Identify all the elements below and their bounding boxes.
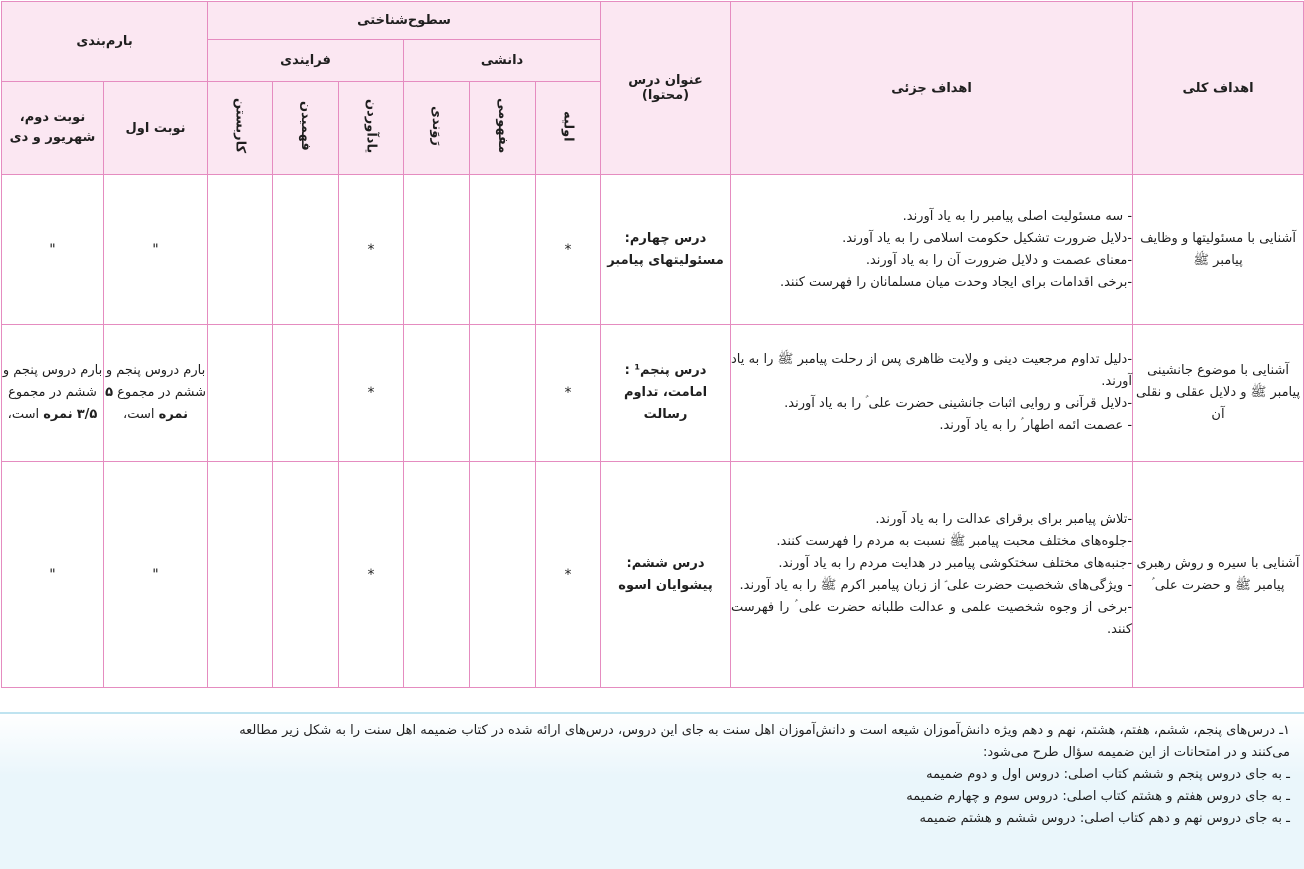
score-first-term: " — [104, 175, 208, 325]
mark-apply — [208, 175, 273, 325]
footnote-panel — [0, 712, 1304, 869]
header-apply — [208, 82, 273, 175]
score-unit: نمره — [158, 407, 188, 422]
footnote-line: می‌کنند و در امتحانات از این ضمیمه سؤال طرح می‌شود: — [983, 745, 1290, 760]
general-goal-cell: آشنایی با موضوع جانشینی پیامبر ﷺ و دلایل عقلی و نقلی آن — [1133, 325, 1304, 462]
score-text-end: است، — [123, 407, 155, 422]
lesson-title-cell: درس پنجم¹ : امامت، تداوم رسالت — [601, 325, 731, 462]
score-first-term: " — [104, 462, 208, 688]
header-procedural — [404, 82, 470, 175]
lesson-title-cell: درس ششم: پیشوایان اسوه — [601, 462, 731, 688]
score-number: ۳/۵ — [76, 407, 98, 422]
header-lesson-title-line1: عنوان درس — [628, 73, 703, 88]
mark-apply — [208, 462, 273, 688]
mark-recall: * — [339, 175, 404, 325]
score-text: بارم دروس پنجم و ششم در مجموع — [2, 363, 103, 400]
header-cognitive-levels: سطوح‌شناختی — [208, 2, 601, 40]
score-second-term: " — [2, 462, 104, 688]
header-partial-goals: اهداف جزئی — [731, 2, 1133, 175]
header-apply-label: کاربستن — [232, 98, 248, 154]
mark-primary: * — [536, 462, 601, 688]
header-procedural-label: رَوَندی — [429, 106, 445, 146]
header-understand-label: فهمیدن — [298, 101, 314, 151]
partial-goals-cell — [731, 462, 1133, 688]
general-goal-cell: آشنایی با سیره و روش رهبری پیامبر ﷺ و حضرت علی ؑ — [1133, 462, 1304, 688]
header-recall — [339, 82, 404, 175]
mark-primary: * — [536, 325, 601, 462]
table-row — [2, 175, 1304, 325]
header-primary-label: اولیه — [560, 110, 576, 142]
score-first-term — [104, 325, 208, 462]
partial-goal-item: -تلاش پیامبر برای برقرای عدالت را به یاد آورند. — [875, 511, 1133, 527]
mark-procedural — [404, 175, 470, 325]
partial-goal-item: - سه مسئولیت اصلی پیامبر را به یاد آورند. — [902, 208, 1133, 224]
mark-understand — [273, 325, 339, 462]
partial-goals-cell — [731, 325, 1133, 462]
footnote-line: ـ به جای دروس پنجم و ششم کتاب اصلی: دروس اول و دوم ضمیمه — [926, 767, 1290, 782]
mark-apply — [208, 325, 273, 462]
mark-understand — [273, 462, 339, 688]
partial-goal-item: - عصمت ائمه اطهار ؑ را به یاد آورند. — [939, 418, 1133, 433]
footnote-line: ـ به جای دروس نهم و دهم کتاب اصلی: دروس ششم و هشتم ضمیمه — [919, 811, 1290, 826]
footnote-line: ۱ـ درس‌های پنجم، ششم، هفتم، هشتم، نهم و دهم ویژه دانش‌آموزان شیعه است و دانش‌آموزان اهل سنت به جای این دروس، درس‌های ارائه شده در کتاب ضمیمه اهل سنت را به شکل زیر مطالعه — [239, 723, 1290, 738]
mark-conceptual — [470, 462, 536, 688]
mark-recall: * — [339, 462, 404, 688]
partial-goal-item: -برخی اقدامات برای ایجاد وحدت میان مسلمانان را فهرست کنند. — [779, 274, 1133, 290]
mark-understand — [273, 175, 339, 325]
mark-conceptual — [470, 325, 536, 462]
score-text-end: است، — [7, 407, 40, 422]
partial-goal-item: -دلایل ضرورت تشکیل حکومت اسلامی را به یاد آورند. — [842, 230, 1133, 246]
partial-goals-cell — [731, 175, 1133, 325]
partial-goal-item: -دلیل تداوم مرجعیت دینی و ولایت ظاهری پس از رحلت پیامبر ﷺ را به یاد آورند. — [731, 352, 1133, 389]
score-number: ۵ — [105, 385, 113, 400]
footnote-line: ـ به جای دروس هفتم و هشتم کتاب اصلی: دروس سوم و چهارم ضمیمه — [906, 789, 1290, 804]
table-row — [2, 462, 1304, 688]
header-process: فرایندی — [208, 40, 404, 82]
header-second-term: نوبت دوم، شهریور و دی — [2, 82, 104, 175]
header-conceptual-label: مفهومی — [495, 98, 511, 154]
header-recall-label: یادآوردن — [363, 98, 379, 154]
curriculum-table — [1, 1, 1304, 688]
header-conceptual — [470, 82, 536, 175]
score-second-term — [2, 325, 104, 462]
header-lesson-title — [601, 2, 731, 175]
partial-goal-item: -دلایل قرآنی و روایی اثبات جانشینی حضرت علی ؑ را به یاد آورند. — [784, 396, 1133, 411]
header-knowledge: دانشی — [404, 40, 601, 82]
partial-goal-item: -معنای عصمت و دلایل ضرورت آن را به یاد آورند. — [865, 252, 1133, 268]
header-general-goals: اهداف کلی — [1133, 2, 1304, 175]
score-unit: نمره — [43, 407, 73, 422]
partial-goal-item: -برخی از وجوه شخصیت علمی و عدالت طلبانه حضرت علی ؑ را فهرست کنند. — [731, 599, 1133, 637]
partial-goal-item: -جنبه‌های مختلف سختکوشی پیامبر در هدایت مردم را به یاد آورند. — [778, 555, 1133, 571]
header-scoring: بارم‌بندی — [2, 2, 208, 82]
header-understand — [273, 82, 339, 175]
partial-goal-item: - ویژگی‌های شخصیت حضرت علی ؑ از زبان پیامبر اکرم ﷺ را به یاد آورند. — [739, 577, 1133, 593]
header-lesson-title-line2: (محتوا) — [641, 88, 690, 103]
general-goal-cell: آشنایی با مسئولیتها و وظایف پیامبر ﷺ — [1133, 175, 1304, 325]
mark-procedural — [404, 462, 470, 688]
mark-procedural — [404, 325, 470, 462]
score-text: بارم دروس پنجم و ششم در مجموع — [105, 363, 206, 400]
mark-recall: * — [339, 325, 404, 462]
mark-conceptual — [470, 175, 536, 325]
score-second-term: " — [2, 175, 104, 325]
partial-goal-item: -جلوه‌های مختلف محبت پیامبر ﷺ نسبت به مردم را فهرست کنند. — [776, 533, 1133, 549]
mark-primary: * — [536, 175, 601, 325]
lesson-title-cell: درس چهارم: مسئولیتهای پیامبر — [601, 175, 731, 325]
header-first-term: نوبت اول — [104, 82, 208, 175]
table-row — [2, 325, 1304, 462]
header-primary — [536, 82, 601, 175]
